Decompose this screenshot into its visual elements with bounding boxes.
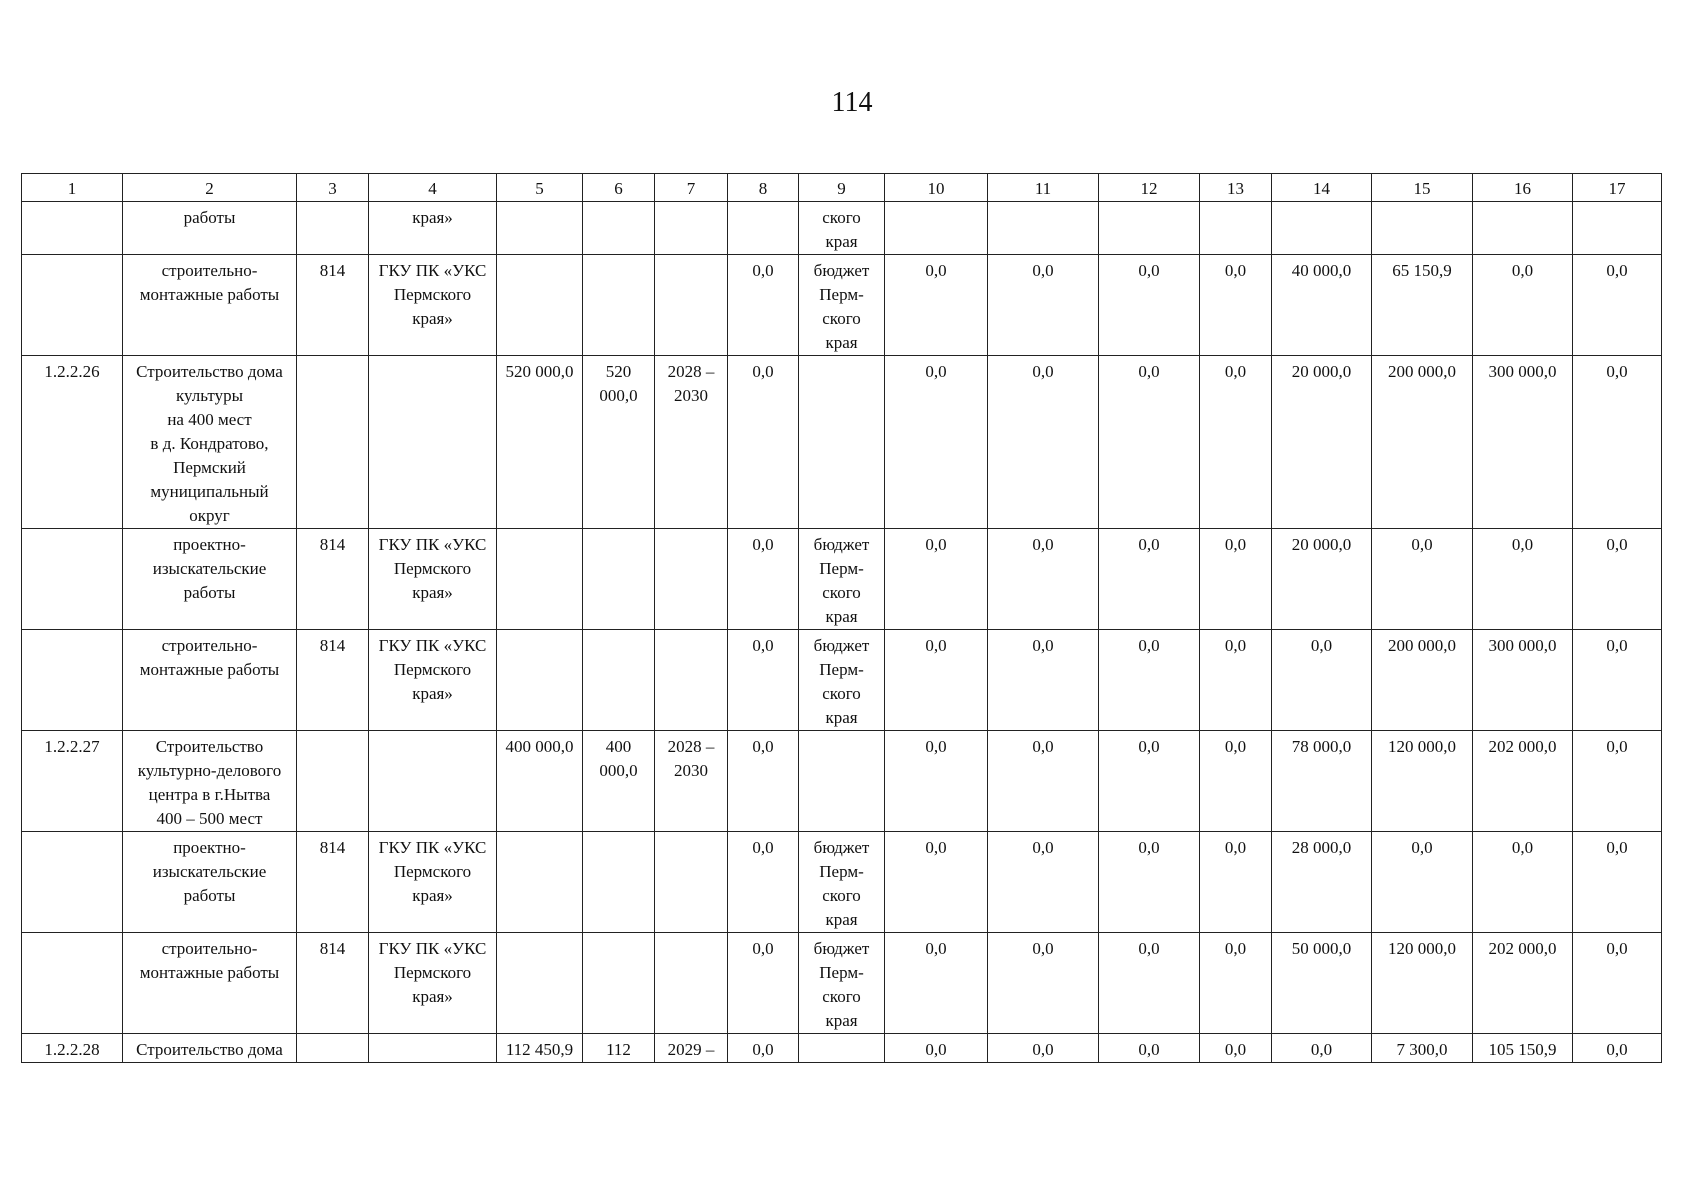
table-cell: 0,0	[885, 356, 988, 529]
table-cell	[655, 933, 728, 1034]
table-cell	[369, 731, 497, 832]
table-cell	[369, 356, 497, 529]
table-cell: 0,0	[988, 255, 1099, 356]
table-cell	[885, 202, 988, 255]
table-cell: 28 000,0	[1272, 832, 1372, 933]
table-cell: 0,0	[988, 356, 1099, 529]
table-cell: бюджет Перм- ского края	[799, 630, 885, 731]
table-cell: строительно- монтажные работы	[123, 933, 297, 1034]
table-cell	[728, 202, 799, 255]
table-cell: 0,0	[885, 832, 988, 933]
column-header: 7	[655, 174, 728, 202]
table-cell: 0,0	[988, 933, 1099, 1034]
table-row	[22, 630, 1662, 731]
table-cell: 0,0	[988, 529, 1099, 630]
table-cell	[583, 630, 655, 731]
column-header: 4	[369, 174, 497, 202]
table-cell	[655, 630, 728, 731]
table-cell	[655, 529, 728, 630]
table-cell: 0,0	[1099, 529, 1200, 630]
table-cell: 0,0	[1099, 255, 1200, 356]
table-cell: 0,0	[885, 529, 988, 630]
table-cell	[22, 630, 123, 731]
table-cell: 0,0	[1099, 933, 1200, 1034]
column-header: 16	[1473, 174, 1573, 202]
table-cell: 200 000,0	[1372, 630, 1473, 731]
table-cell: 0,0	[1473, 529, 1573, 630]
table-cell: 300 000,0	[1473, 356, 1573, 529]
table-cell: 0,0	[1573, 255, 1662, 356]
table-cell: 0,0	[1200, 255, 1272, 356]
page-number: 114	[831, 87, 873, 118]
table-cell: 0,0	[1200, 630, 1272, 731]
column-header: 9	[799, 174, 885, 202]
table-cell: 0,0	[1272, 1034, 1372, 1063]
table-cell	[22, 255, 123, 356]
table-cell	[22, 933, 123, 1034]
column-header: 5	[497, 174, 583, 202]
table-cell: 7 300,0	[1372, 1034, 1473, 1063]
table-cell: 120 000,0	[1372, 731, 1473, 832]
table-cell: 0,0	[1099, 1034, 1200, 1063]
column-header: 1	[22, 174, 123, 202]
table-cell: края»	[369, 202, 497, 255]
table-cell: 65 150,9	[1372, 255, 1473, 356]
table-cell: 520 000,0	[497, 356, 583, 529]
table-cell: 78 000,0	[1272, 731, 1372, 832]
table-cell	[1272, 202, 1372, 255]
table-cell: 0,0	[728, 731, 799, 832]
column-header: 14	[1272, 174, 1372, 202]
table-cell: ского края	[799, 202, 885, 255]
table-cell	[297, 202, 369, 255]
column-header: 13	[1200, 174, 1272, 202]
table-cell: 0,0	[1573, 356, 1662, 529]
table-cell: 0,0	[728, 255, 799, 356]
budget-table	[21, 173, 1662, 1063]
table-cell: ГКУ ПК «УКС Пермского края»	[369, 529, 497, 630]
table-cell	[583, 255, 655, 356]
table-cell: 50 000,0	[1272, 933, 1372, 1034]
table-cell: 202 000,0	[1473, 731, 1573, 832]
column-header: 2	[123, 174, 297, 202]
table-cell: 814	[297, 630, 369, 731]
table-cell	[988, 202, 1099, 255]
table-cell	[497, 529, 583, 630]
table-cell: 0,0	[1099, 731, 1200, 832]
table-cell: 0,0	[1473, 832, 1573, 933]
table-cell	[497, 202, 583, 255]
table-cell	[297, 1034, 369, 1063]
table-cell: строительно- монтажные работы	[123, 630, 297, 731]
table-cell: 0,0	[988, 832, 1099, 933]
table-cell: 1.2.2.28	[22, 1034, 123, 1063]
column-header: 12	[1099, 174, 1200, 202]
table-cell: бюджет Перм- ского края	[799, 529, 885, 630]
table-cell	[1473, 202, 1573, 255]
table-cell: 814	[297, 832, 369, 933]
table-cell: ГКУ ПК «УКС Пермского края»	[369, 255, 497, 356]
table-cell: 0,0	[1372, 529, 1473, 630]
table-cell: Строительство дома	[123, 1034, 297, 1063]
table-cell: 20 000,0	[1272, 529, 1372, 630]
table-cell: 2028 – 2030	[655, 356, 728, 529]
table-cell: 0,0	[1573, 1034, 1662, 1063]
table-cell	[497, 630, 583, 731]
table-cell: 0,0	[885, 731, 988, 832]
table-cell: 0,0	[1200, 933, 1272, 1034]
table-cell: бюджет Перм- ского края	[799, 832, 885, 933]
table-row	[22, 832, 1662, 933]
table-cell	[497, 832, 583, 933]
table-cell	[655, 832, 728, 933]
table-cell	[583, 529, 655, 630]
table-row	[22, 529, 1662, 630]
table-cell	[297, 356, 369, 529]
table-cell	[655, 255, 728, 356]
table-row	[22, 731, 1662, 832]
table-cell: 0,0	[1200, 1034, 1272, 1063]
table-cell	[497, 933, 583, 1034]
table-cell: проектно- изыскательские работы	[123, 832, 297, 933]
table-cell	[1573, 202, 1662, 255]
table-cell	[1099, 202, 1200, 255]
table-cell: 0,0	[1573, 630, 1662, 731]
table-cell	[583, 202, 655, 255]
table-cell	[22, 529, 123, 630]
table-row	[22, 356, 1662, 529]
table-row	[22, 1034, 1662, 1063]
table-cell: строительно- монтажные работы	[123, 255, 297, 356]
table-cell: бюджет Перм- ского края	[799, 933, 885, 1034]
column-header: 15	[1372, 174, 1473, 202]
table-cell: 0,0	[1099, 630, 1200, 731]
table-cell	[1372, 202, 1473, 255]
table-cell: 0,0	[1573, 529, 1662, 630]
table-cell: 0,0	[728, 933, 799, 1034]
table-cell: 0,0	[1372, 832, 1473, 933]
table-cell: 0,0	[1200, 731, 1272, 832]
table-cell	[369, 1034, 497, 1063]
table-row	[22, 202, 1662, 255]
table-cell: 0,0	[885, 255, 988, 356]
table-cell: 0,0	[1573, 933, 1662, 1034]
table-cell: 0,0	[1272, 630, 1372, 731]
table-cell: 2028 – 2030	[655, 731, 728, 832]
table-cell: 202 000,0	[1473, 933, 1573, 1034]
table-cell: 20 000,0	[1272, 356, 1372, 529]
table-cell: бюджет Перм- ского края	[799, 255, 885, 356]
column-header: 8	[728, 174, 799, 202]
table-cell	[799, 356, 885, 529]
table-cell: 0,0	[728, 529, 799, 630]
table-cell: 0,0	[988, 630, 1099, 731]
table-cell	[799, 1034, 885, 1063]
table-row	[22, 933, 1662, 1034]
table-cell: 0,0	[1200, 832, 1272, 933]
table-cell: 1.2.2.27	[22, 731, 123, 832]
table-row	[22, 255, 1662, 356]
table-cell: работы	[123, 202, 297, 255]
column-header: 6	[583, 174, 655, 202]
column-header: 3	[297, 174, 369, 202]
table-cell: 40 000,0	[1272, 255, 1372, 356]
table-cell: 0,0	[1200, 529, 1272, 630]
table-cell: 520 000,0	[583, 356, 655, 529]
table-cell: Строительство дома культуры на 400 мест в д. Кондратово, Пермский муниципальный округ	[123, 356, 297, 529]
table-cell: проектно- изыскательские работы	[123, 529, 297, 630]
table-cell: ГКУ ПК «УКС Пермского края»	[369, 630, 497, 731]
table-cell	[583, 933, 655, 1034]
table-cell	[799, 731, 885, 832]
table-cell	[497, 255, 583, 356]
table-cell	[22, 832, 123, 933]
table-cell: ГКУ ПК «УКС Пермского края»	[369, 832, 497, 933]
table-cell: 814	[297, 933, 369, 1034]
table-cell: 0,0	[728, 630, 799, 731]
column-header: 10	[885, 174, 988, 202]
table-cell: 0,0	[988, 731, 1099, 832]
table-cell: ГКУ ПК «УКС Пермского края»	[369, 933, 497, 1034]
table-cell: 0,0	[728, 356, 799, 529]
table-cell: 400 000,0	[497, 731, 583, 832]
table-cell: 400 000,0	[583, 731, 655, 832]
table-cell	[1200, 202, 1272, 255]
table-cell: 1.2.2.26	[22, 356, 123, 529]
table-cell: 0,0	[988, 1034, 1099, 1063]
table-cell: 200 000,0	[1372, 356, 1473, 529]
table-cell: 0,0	[1099, 356, 1200, 529]
table-cell: 0,0	[1099, 832, 1200, 933]
table-cell	[655, 202, 728, 255]
table-cell: 0,0	[885, 630, 988, 731]
table-cell: 0,0	[885, 1034, 988, 1063]
table-header-row	[22, 174, 1662, 202]
table-cell: 2029 –	[655, 1034, 728, 1063]
table-cell: 0,0	[728, 832, 799, 933]
table-cell	[22, 202, 123, 255]
table-cell: 0,0	[1573, 731, 1662, 832]
table-cell: 814	[297, 255, 369, 356]
table-cell: Строительство культурно-делового центра в г.Нытва 400 – 500 мест	[123, 731, 297, 832]
column-header: 11	[988, 174, 1099, 202]
table-cell	[297, 731, 369, 832]
table-cell: 814	[297, 529, 369, 630]
table-cell: 0,0	[885, 933, 988, 1034]
table-cell: 112 450,9	[497, 1034, 583, 1063]
table-cell: 0,0	[728, 1034, 799, 1063]
table-cell: 112	[583, 1034, 655, 1063]
table-cell	[583, 832, 655, 933]
table-cell: 300 000,0	[1473, 630, 1573, 731]
table-cell: 0,0	[1200, 356, 1272, 529]
column-header: 17	[1573, 174, 1662, 202]
table-cell: 0,0	[1473, 255, 1573, 356]
table-cell: 120 000,0	[1372, 933, 1473, 1034]
table-cell: 0,0	[1573, 832, 1662, 933]
table-cell: 105 150,9	[1473, 1034, 1573, 1063]
